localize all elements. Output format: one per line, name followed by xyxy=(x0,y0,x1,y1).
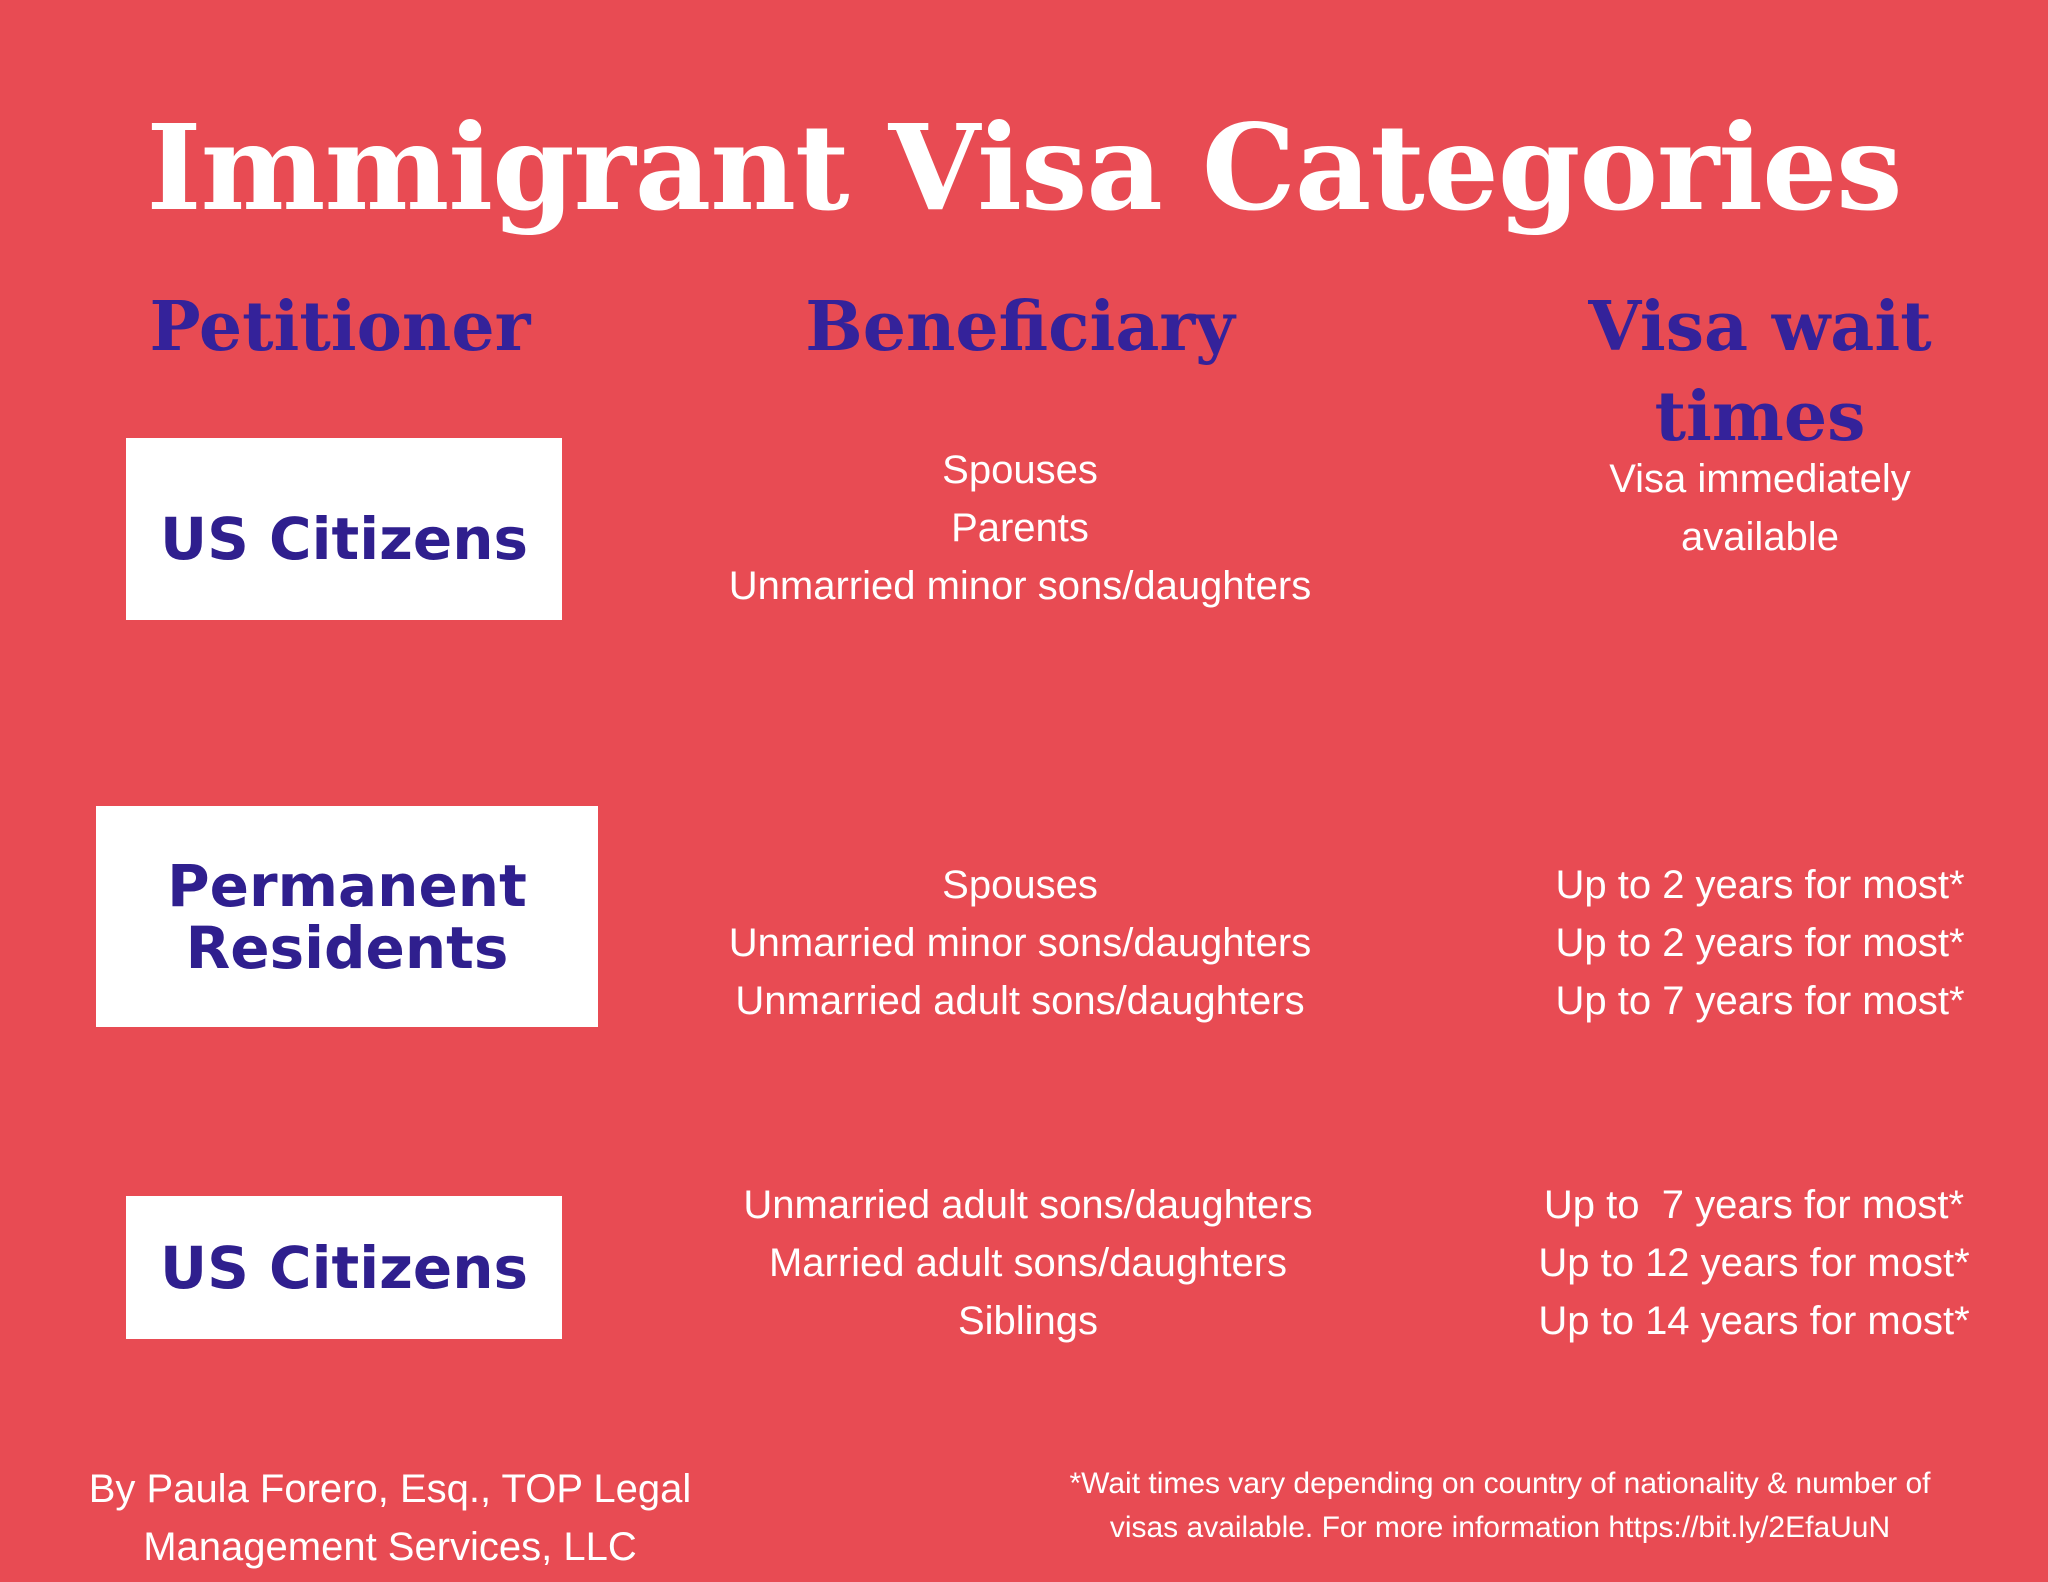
header-beneficiary: Beneficiary xyxy=(805,287,1235,367)
beneficiary-item: Siblings xyxy=(957,1299,1099,1343)
beneficiary-list xyxy=(688,1176,1368,1350)
footnote-line: *Wait times vary depending on country of nationality & number of xyxy=(1069,1467,1931,1500)
byline-line: Management Services, LLC xyxy=(143,1525,637,1569)
petitioner-label: US Citizens xyxy=(159,1233,529,1302)
wait-time-list xyxy=(1454,1176,2048,1350)
wait-time-item: Up to 2 years for most* xyxy=(1555,921,1965,965)
beneficiary-item: Unmarried adult sons/daughters xyxy=(743,1183,1313,1227)
wait-time-list xyxy=(1460,450,2048,566)
header-petitioner: Petitioner xyxy=(149,287,531,367)
wait-time-item: Up to 14 years for most* xyxy=(1538,1299,1970,1343)
beneficiary-item: Unmarried minor sons/daughters xyxy=(728,564,1312,608)
petitioner-label-line: Residents xyxy=(185,913,509,982)
beneficiary-item: Married adult sons/daughters xyxy=(768,1241,1288,1285)
wait-time-list xyxy=(1460,856,2048,1030)
wait-time-item: Up to 7 years for most* xyxy=(1555,979,1965,1023)
beneficiary-item: Spouses xyxy=(942,863,1098,907)
beneficiary-list xyxy=(680,856,1360,1030)
beneficiary-list xyxy=(680,441,1360,615)
petitioner-label: US Citizens xyxy=(159,505,529,573)
author-byline xyxy=(40,1460,740,1576)
wait-time-item: Visa immediately xyxy=(1609,457,1911,501)
wait-time-item: Up to 12 years for most* xyxy=(1538,1241,1970,1285)
wait-time-item: available xyxy=(1681,515,1839,559)
page-title: Immigrant Visa Categories xyxy=(146,98,1902,237)
petitioner-us-citizens-box xyxy=(126,1196,562,1339)
beneficiary-item: Unmarried minor sons/daughters xyxy=(728,921,1312,965)
beneficiary-item: Spouses xyxy=(942,448,1098,492)
petitioner-permanent-residents-box xyxy=(96,806,598,1027)
beneficiary-item: Parents xyxy=(951,506,1089,550)
petitioner-label-line: Permanent xyxy=(167,851,527,920)
footnote-line: visas available. For more information https://bit.ly/2EfaUuN xyxy=(1109,1511,1891,1544)
beneficiary-item: Unmarried adult sons/daughters xyxy=(735,979,1305,1023)
byline-line: By Paula Forero, Esq., TOP Legal xyxy=(88,1467,692,1511)
wait-times-footnote xyxy=(1000,1462,2000,1550)
wait-time-item: Up to 2 years for most* xyxy=(1555,863,1965,907)
header-visa-wait-times: Visa wait times xyxy=(1588,287,1932,457)
wait-time-item: Up to 7 years for most* xyxy=(1543,1183,1965,1227)
petitioner-us-citizens-box xyxy=(126,438,562,620)
